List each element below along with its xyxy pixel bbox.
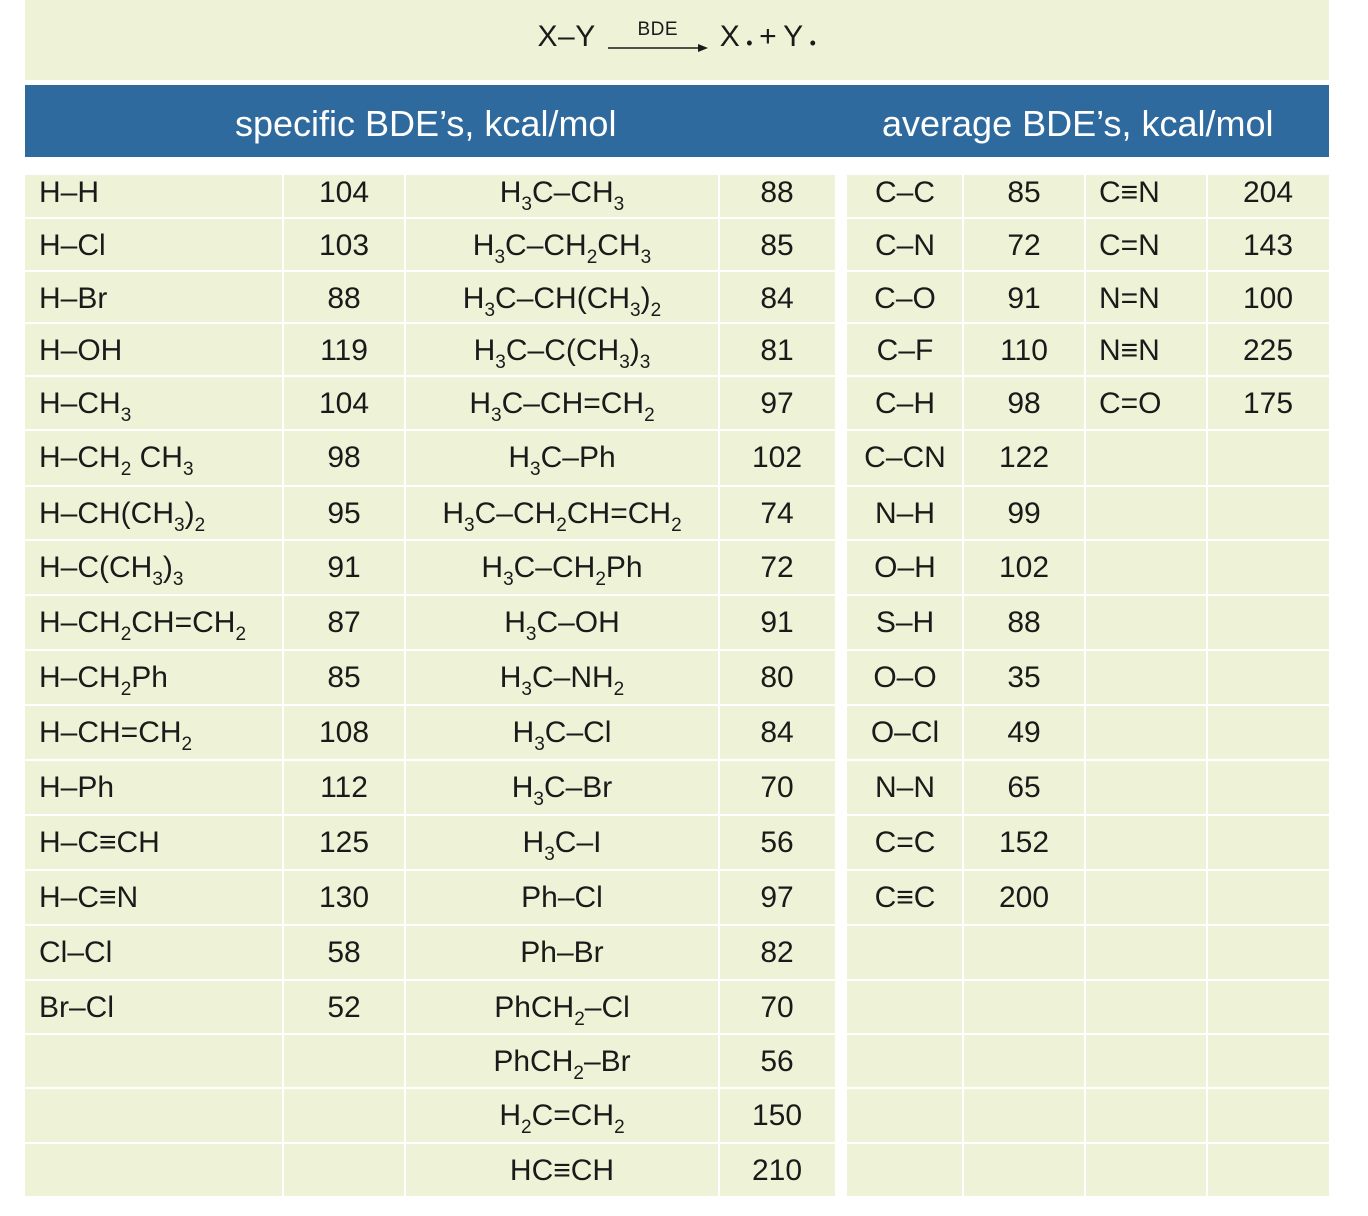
average-bond-name: C–N [874,229,935,262]
specific-bond-value: 85 [327,661,361,694]
specific-bond-name: $H_3C-Ph$ [508,441,616,480]
specific-bond-name: H–C≡CH [39,826,160,859]
average-bond-value: 65 [1007,771,1041,804]
row-divider [847,1033,1329,1035]
average-bond-name: S–H [875,606,935,639]
specific-bond-value: 56 [760,826,794,859]
plus-sign: + [759,20,778,53]
specific-bond-value: 97 [760,387,794,420]
average-bond-value: 122 [998,441,1050,474]
average-bond-value: 99 [1007,497,1041,530]
specific-bond-name: $H_3C-I$ [522,826,602,865]
average-bond-value: 175 [1242,387,1294,420]
average-bond-value: 204 [1242,176,1294,209]
specific-bond-name: H–Cl [39,229,106,262]
specific-bond-name: H–C≡N [39,881,139,914]
specific-bond-value: 130 [318,881,370,914]
specific-bond-name: Ph–Br [520,936,604,969]
average-bond-value: 85 [1007,176,1041,209]
specific-bond-name: $H_3C-OH$ [504,606,620,645]
product-x: X [719,20,741,53]
specific-bond-value: 91 [760,606,794,639]
equation-reactant: X–Y [537,20,596,53]
average-bond-name: N≡N [1099,334,1160,367]
specific-bond-value: 98 [327,441,361,474]
specific-bond-name: H–H [39,176,100,209]
specific-bond-name: $H-CH(CH_3)_2$ [39,497,206,536]
specific-bond-value: 58 [327,936,361,969]
average-bond-name: C=O [1099,387,1162,420]
equation-box [25,0,1329,80]
specific-bond-name: $H-C(CH_3)_3$ [39,551,184,590]
specific-bond-name: $H_3C-CH_2CH_3$ [472,229,652,268]
specific-bond-value: 104 [318,176,370,209]
specific-bond-value: 85 [760,229,794,262]
specific-bond-value: 88 [327,282,361,315]
specific-bond-name: Br–Cl [39,991,115,1024]
specific-bond-name: $H-CH_2$ $CH_3$ [39,441,194,480]
specific-bond-value: 81 [760,334,794,367]
average-bond-name: C≡C [874,881,936,914]
product-y: Y [783,20,804,53]
specific-bond-value: 84 [760,282,794,315]
specific-bond-name: H–OH [39,334,123,367]
specific-bond-name: $H_3C-C(CH_3)_3$ [473,334,651,373]
radical-dot-y: • [809,33,817,53]
specific-bond-name: H–Br [39,282,108,315]
specific-bond-name: $H_3C-CH=CH_2$ [469,387,655,426]
specific-bond-value: 150 [751,1099,803,1132]
average-bond-value: 100 [1242,282,1294,315]
average-bond-value: 225 [1242,334,1294,367]
specific-bond-name: Ph–Cl [521,881,603,914]
arrow-label: BDE [637,19,679,40]
specific-bond-name: $H-CH_2CH=CH_2$ [39,606,247,645]
average-bond-value: 49 [1007,716,1041,749]
average-bond-name: C–C [874,176,935,209]
specific-bond-value: 97 [760,881,794,914]
specific-bond-name: $H_3C-Br$ [511,771,613,810]
row-divider [847,979,1329,981]
bde-equation [25,20,1329,54]
specific-bond-value: 108 [318,716,370,749]
specific-bond-value: 84 [760,716,794,749]
specific-bond-value: 103 [318,229,370,262]
average-bond-name: O–Cl [870,716,940,749]
average-bond-value: 88 [1007,606,1041,639]
specific-bde-heading: specific BDE’s, kcal/mol [235,103,617,144]
specific-bond-value: 80 [760,661,794,694]
specific-bond-name: Cl–Cl [39,936,113,969]
specific-bond-value: 56 [760,1045,794,1078]
average-bond-value: 102 [998,551,1050,584]
specific-bond-value: 102 [751,441,803,474]
specific-bond-value: 82 [760,936,794,969]
specific-bond-value: 119 [320,334,368,367]
specific-bond-name: $H_3C-CH(CH_3)_2$ [462,282,662,321]
right-arrow-icon [608,42,708,54]
header-banner [25,85,1329,157]
reaction-arrow [608,20,708,54]
specific-bond-value: 74 [760,497,794,530]
specific-bond-value: 88 [760,176,794,209]
specific-bond-name: $H_3C-CH_2Ph$ [481,551,643,590]
specific-bond-name: $H_3C-Cl$ [512,716,612,755]
average-bond-name: C–F [876,334,934,367]
average-bond-value: 143 [1242,229,1294,262]
average-bond-name: O–H [874,551,936,584]
average-bond-name: C–H [874,387,935,420]
average-bond-name: N=N [1099,282,1160,315]
average-bond-name: C=C [874,826,936,859]
average-bond-value: 152 [998,826,1050,859]
average-bond-name: C≡N [1099,176,1160,209]
specific-bond-value: 112 [320,771,368,804]
specific-bond-name: $H-CH_2Ph$ [39,661,168,700]
average-bond-name: N–N [874,771,935,804]
specific-bond-name: $H-CH=CH_2$ [39,716,193,755]
average-bond-value: 200 [998,881,1050,914]
radical-dot-x: • [746,33,754,53]
average-bde-heading: average BDE’s, kcal/mol [882,103,1274,144]
specific-bond-name: $H_3C-CH_2CH=CH_2$ [442,497,682,536]
specific-bond-value: 70 [760,771,794,804]
specific-bond-value: 210 [751,1154,803,1187]
specific-bond-name: H–Ph [39,771,115,804]
specific-bond-value: 104 [318,387,370,420]
specific-bond-value: 72 [760,551,794,584]
average-bond-name: C–CN [864,441,946,474]
specific-bond-name: PhCH$_2$–Br [493,1045,631,1084]
average-bond-value: 72 [1007,229,1041,262]
average-bond-name: N–H [874,497,935,530]
average-bond-value: 98 [1007,387,1041,420]
specific-bond-name: HC≡CH [509,1154,615,1187]
specific-bond-name: $H-CH_3$ [39,387,132,426]
average-bond-name: C=N [1099,229,1160,262]
specific-bond-value: 52 [327,991,361,1024]
specific-bond-name: $H_3C-CH_3$ [499,176,625,215]
specific-bond-value: 91 [327,551,361,584]
specific-bond-name: PhCH$_2$–Cl [494,991,630,1030]
specific-bond-name: $H_2C=CH_2$ [499,1099,625,1138]
average-bond-value: 91 [1007,282,1041,315]
specific-bond-value: 95 [327,497,361,530]
average-bond-name: O–O [873,661,937,694]
row-divider [847,1142,1329,1144]
row-divider [847,1087,1329,1089]
specific-bond-value: 125 [318,826,370,859]
average-bond-name: C–O [874,282,936,315]
specific-bond-name: $H_3C-NH_2$ [499,661,625,700]
specific-bond-value: 87 [327,606,361,639]
specific-bond-value: 70 [760,991,794,1024]
average-bond-value: 110 [1000,334,1048,367]
average-bond-value: 35 [1007,661,1041,694]
